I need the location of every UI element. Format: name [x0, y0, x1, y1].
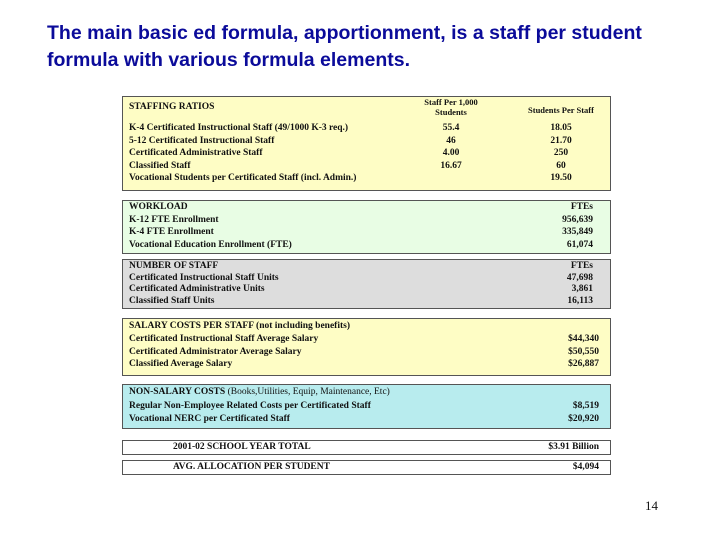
avg-allocation-block [122, 460, 611, 475]
row-label: 5-12 Certificated Instructional Staff [129, 135, 275, 146]
number-of-staff-header: NUMBER OF STAFF [129, 261, 219, 271]
students-per-staff-value: 18.05 [550, 123, 572, 133]
table-row [123, 333, 610, 346]
table-row [123, 172, 610, 185]
table-row [123, 147, 610, 160]
staff-ftes-header: FTEs [570, 261, 593, 271]
nonsalary-header [129, 385, 390, 400]
school-year-total-block [122, 440, 611, 455]
table-row [123, 135, 610, 148]
row-label: Classified Average Salary [129, 359, 233, 369]
row-label: Classified Staff [129, 160, 191, 171]
staff-per-1000-header [411, 97, 491, 117]
row-value: 16,113 [567, 295, 593, 306]
staff-per-1000-value: 46 [446, 135, 456, 146]
row-value: $44,340 [568, 334, 599, 344]
table-row [123, 400, 610, 413]
row-label: Classified Staff Units [129, 295, 215, 306]
row-value: $20,920 [568, 414, 599, 424]
workload-header: WORKLOAD [129, 202, 188, 212]
nonsalary-header-rest: (Books,Utilities, Equip, Maintenance, Etc) [227, 387, 390, 397]
row-value: 335,849 [562, 227, 593, 237]
workload-block [122, 200, 611, 254]
staffing-ratios-block [122, 96, 611, 191]
row-label: Regular Non-Employee Related Costs per Certificated Staff [129, 401, 371, 411]
row-value: $50,550 [568, 346, 599, 357]
row-value: $8,519 [572, 401, 599, 411]
row-label: Vocational Students per Certificated Staff (incl. Admin.) [129, 173, 357, 183]
workload-ftes-header: FTEs [570, 202, 593, 212]
table-row [123, 239, 610, 252]
slide-title: The main basic ed formula, apportionment, is a staff per student formula with various formula elements. [47, 22, 642, 71]
nonsalary-header-row [123, 385, 610, 400]
staff-per-1000-line2: Students [435, 107, 467, 117]
salary-header: SALARY COSTS PER STAFF (not including benefits) [129, 321, 351, 331]
row-label: Vocational NERC per Certificated Staff [129, 414, 290, 424]
staff-per-1000-line1: Staff Per 1,000 [424, 97, 478, 107]
table-row [123, 273, 610, 285]
row-label: Certificated Administrative Units [129, 284, 265, 294]
staff-per-1000-value: 4.00 [442, 148, 460, 158]
nonsalary-header-bold: NON-SALARY COSTS [129, 387, 226, 397]
row-label: K-12 FTE Enrollment [129, 214, 219, 225]
row-label: Certificated Instructional Staff Average Salary [129, 334, 319, 344]
staffing-header-row [123, 97, 610, 122]
row-label: Certificated Administrative Staff [129, 148, 263, 158]
row-label: Certificated Instructional Staff Units [129, 272, 279, 283]
number-of-staff-block [122, 259, 611, 309]
allocation-value: $4,094 [572, 462, 599, 472]
total-row [123, 441, 610, 454]
staffing-header: STAFFING RATIOS [129, 102, 215, 112]
staff-per-1000-value: 16.67 [440, 160, 462, 171]
allocation-row [123, 461, 610, 474]
workload-header-row [123, 201, 610, 214]
table-row [123, 296, 610, 308]
page-number: 14 [645, 498, 658, 513]
table-row [123, 214, 610, 227]
row-value: $26,887 [568, 359, 599, 369]
students-per-staff-header: Students Per Staff [528, 105, 594, 115]
table-row [123, 160, 610, 173]
salary-costs-block [122, 318, 611, 376]
non-salary-costs-block [122, 384, 611, 429]
row-label: K-4 Certificated Instructional Staff (49/1000 K-3 req.) [129, 123, 349, 133]
total-value: $3.91 Billion [548, 442, 599, 452]
row-label: Certificated Administrator Average Salary [129, 346, 302, 357]
students-per-staff-value: 21.70 [550, 135, 572, 146]
table-row [123, 358, 610, 371]
table-row [123, 284, 610, 296]
row-value: 956,639 [562, 214, 593, 225]
table-row [123, 122, 610, 135]
staff-per-1000-value: 55.4 [442, 123, 460, 133]
students-per-staff-value: 60 [556, 160, 566, 171]
row-value: 61,074 [566, 239, 593, 250]
staff-header-row [123, 260, 610, 273]
row-value: 3,861 [571, 284, 593, 294]
table-row [123, 226, 610, 239]
students-per-staff-value: 19.50 [550, 173, 572, 183]
row-label: K-4 FTE Enrollment [129, 227, 214, 237]
table-row [123, 346, 610, 359]
row-label: Vocational Education Enrollment (FTE) [129, 239, 292, 250]
total-label: 2001-02 SCHOOL YEAR TOTAL [173, 442, 311, 452]
students-per-staff-value: 250 [553, 148, 569, 158]
allocation-label: AVG. ALLOCATION PER STUDENT [173, 462, 330, 472]
salary-header-row [123, 319, 610, 333]
table-row [123, 413, 610, 426]
row-value: 47,698 [566, 272, 593, 283]
